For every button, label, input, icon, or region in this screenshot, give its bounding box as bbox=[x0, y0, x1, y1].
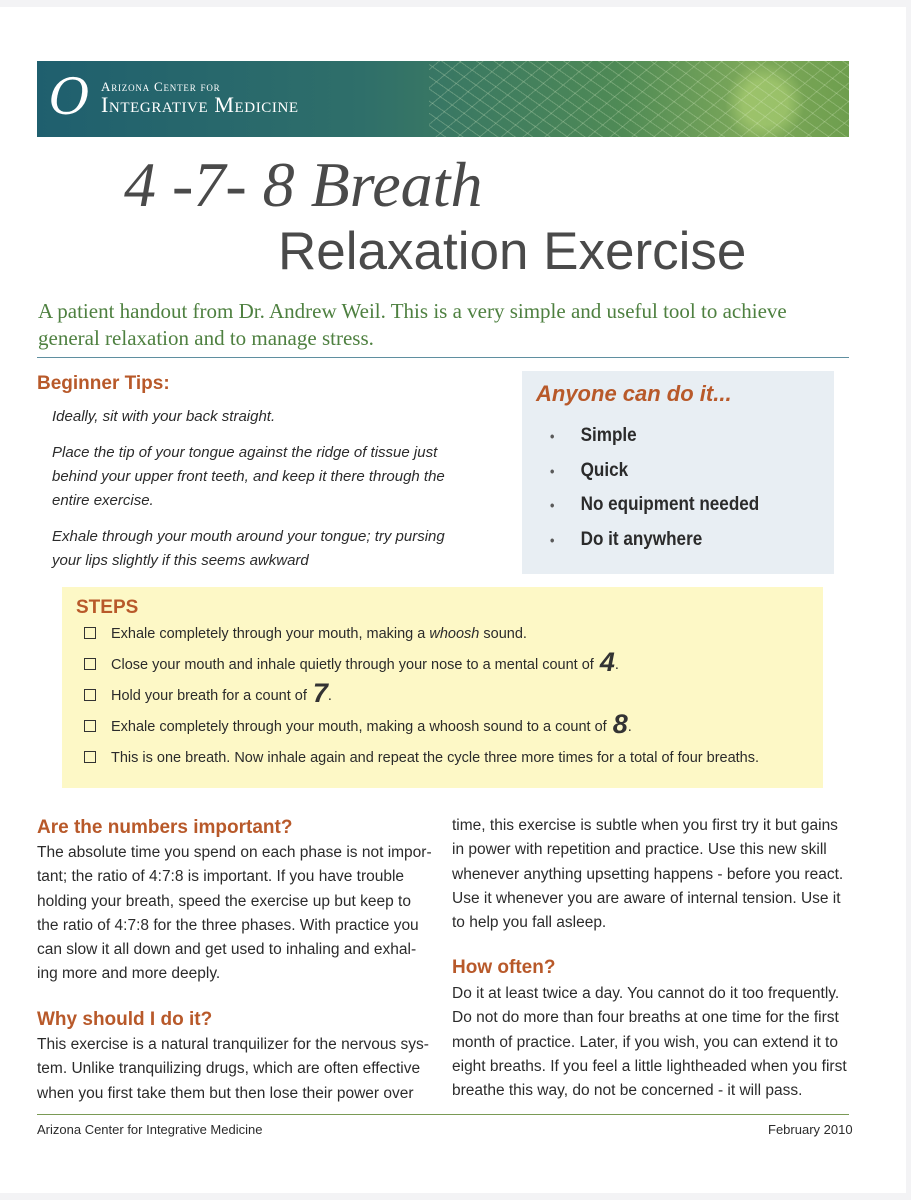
footer-date: February 2010 bbox=[768, 1122, 853, 1137]
paragraph: Do it at least twice a day. You cannot do it too frequently. Do not do more than four breaths at one time for the first month of practice. Later, if you wish, you can extend it to eight breaths. If you feel a little lightheaded when you first breathe this way, do not be concerned - it will pass. bbox=[452, 985, 847, 1100]
numbers-body bbox=[37, 841, 435, 987]
bullet-icon: • bbox=[550, 531, 555, 548]
beginner-tips-list bbox=[52, 405, 462, 585]
step-period: . bbox=[627, 719, 632, 735]
paragraph: The absolute time you spend on each phase is not impor-tant; the ratio of 4:7:8 is important. If you have trouble holding your breath, speed the exercise up but keep to the ratio of 4:7:8 for the three phases. With practice you can slow it all down and get used to inhaling and exhal-ing more and more deeply. bbox=[37, 844, 432, 983]
anyone-callout bbox=[522, 371, 834, 574]
steps-list bbox=[84, 619, 759, 774]
step-text: Exhale completely through your mouth, making a whoosh sound to a count of bbox=[111, 719, 607, 735]
page-title: 4 -7- 8 Breath bbox=[124, 149, 483, 220]
step-text: This is one breath. Now inhale again and repeat the cycle three more times for a total of four breaths. bbox=[111, 750, 760, 766]
bullet-icon: • bbox=[550, 497, 555, 514]
how-often-body bbox=[452, 982, 847, 1103]
checkbox-icon bbox=[84, 658, 96, 670]
step-period: . bbox=[327, 688, 332, 704]
checkbox-icon bbox=[84, 689, 96, 701]
page-subtitle: Relaxation Exercise bbox=[278, 222, 747, 281]
why-heading: Why should I do it? bbox=[37, 1009, 213, 1030]
step-text: Hold your breath for a count of bbox=[111, 688, 307, 704]
step-period: . bbox=[614, 657, 619, 673]
step-item bbox=[84, 743, 759, 774]
bullet-icon: • bbox=[550, 428, 555, 444]
numbers-heading: Are the numbers important? bbox=[37, 817, 293, 838]
step-item bbox=[84, 709, 759, 743]
footer-divider bbox=[37, 1114, 849, 1115]
step-item bbox=[84, 619, 759, 650]
count-number: 8 bbox=[612, 709, 628, 739]
beginner-tips-heading: Beginner Tips: bbox=[37, 373, 170, 394]
why-continued-body bbox=[452, 814, 847, 935]
list-item-label: No equipment needed bbox=[580, 494, 760, 516]
step-emphasis: whoosh bbox=[429, 626, 480, 642]
tip-item: Place the tip of your tongue against the ridge of tissue just behind your upper front teeth, and keep it there through the entire exercise. bbox=[52, 444, 445, 509]
intro-divider bbox=[37, 357, 849, 358]
list-item bbox=[550, 421, 759, 456]
intro-text: A patient handout from Dr. Andrew Weil. This is a very simple and useful tool to achieve general relaxation and to manage stress. bbox=[38, 299, 787, 350]
list-item bbox=[550, 490, 759, 525]
step-item bbox=[84, 647, 759, 681]
step-text: Close your mouth and inhale quietly through your nose to a mental count of bbox=[111, 657, 594, 673]
why-body bbox=[37, 1033, 435, 1106]
step-text: Exhale completely through your mouth, making a bbox=[111, 626, 430, 642]
anyone-heading: Anyone can do it... bbox=[536, 381, 732, 406]
tip-item: Ideally, sit with your back straight. bbox=[52, 408, 276, 425]
tip-item: Exhale through your mouth around your tongue; try pursing your lips slightly if this seems awkward bbox=[52, 528, 445, 569]
count-number: 7 bbox=[312, 678, 328, 708]
checkbox-icon bbox=[84, 720, 96, 732]
cactus-image bbox=[429, 61, 849, 137]
paragraph: This exercise is a natural tranquilizer for the nervous sys-tem. Unlike tranquilizing drugs, which are often effective when you first take them but then lose their power over bbox=[37, 1036, 429, 1102]
footer-organization: Arizona Center for Integrative Medicine bbox=[37, 1122, 263, 1137]
logo-line2: Integrative Medicine bbox=[101, 92, 299, 117]
header-banner bbox=[37, 61, 849, 137]
steps-heading: STEPS bbox=[76, 597, 139, 618]
steps-box bbox=[62, 587, 823, 788]
list-item bbox=[550, 456, 759, 491]
checkbox-icon bbox=[84, 627, 96, 639]
count-number: 4 bbox=[599, 647, 615, 677]
list-item-label: Quick bbox=[580, 459, 629, 481]
anyone-list bbox=[550, 421, 782, 559]
step-item bbox=[84, 678, 759, 712]
step-text-end: sound. bbox=[479, 626, 527, 642]
logo-mark: O bbox=[49, 68, 90, 126]
paragraph: time, this exercise is subtle when you first try it but gains in power with repetition and practice. Use this new skill whenever anything upsetting happens - before you react. Use it whenever you are aware of internal tension. Use it to help you fall asleep. bbox=[452, 817, 844, 932]
list-item-label: Do it anywhere bbox=[580, 528, 703, 550]
logo-line1: Arizona Center for bbox=[101, 79, 221, 94]
list-item-label: Simple bbox=[580, 425, 637, 446]
bullet-icon: • bbox=[550, 462, 555, 479]
how-often-heading: How often? bbox=[452, 957, 556, 978]
checkbox-icon bbox=[84, 751, 96, 763]
list-item bbox=[550, 525, 759, 560]
